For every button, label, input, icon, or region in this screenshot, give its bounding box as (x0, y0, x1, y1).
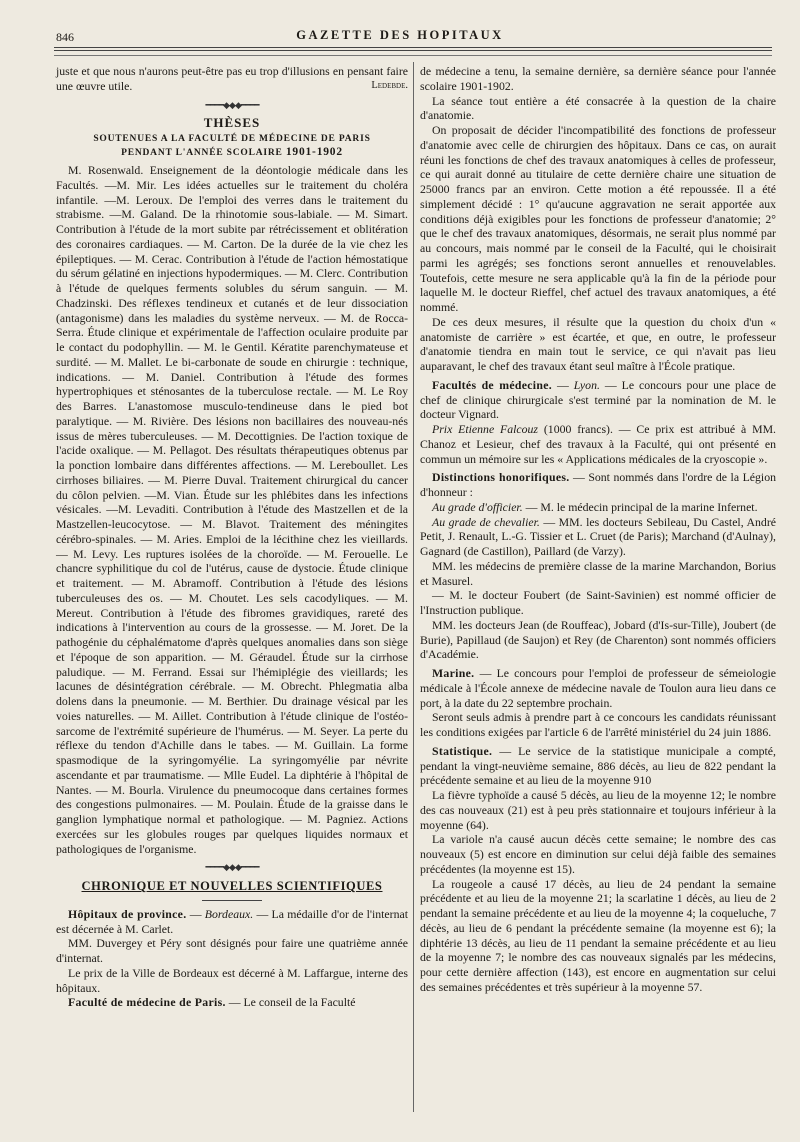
column-divider (413, 62, 414, 1112)
right-para-15 (420, 744, 776, 788)
right-para-2: La séance tout entière a été consacrée à la question de la chaire d'anatomie. (420, 93, 776, 123)
ornament-divider: ━━━━◆◆◆━━━━ (205, 99, 259, 110)
para-text: — M. le médecin principal de la marine Infernet. (525, 499, 758, 514)
grade-label: Au grade de chevalier. (432, 514, 540, 529)
right-para-17: La variole n'a causé aucun décès cette semaine; le nombre des cas nouveaux (5) est encore en diminution sur celui déjà faible des semaines précédentes (la moyenne est 15). (420, 832, 776, 876)
para-text: — Sont nommés dans l'ordre de la Légion d'honneur : (420, 470, 776, 499)
para-text: — Le conseil de la Faculté (228, 995, 356, 1010)
right-para-4: De ces deux mesures, il résulte que la question du choix d'un « anatomiste de carrière » est écartée, et que, en outre, le professeur d'anatomie tiendra en main tout le service, ce qui n'avait pas lieu auparavant, le chef des travaux étant seul maître à l'École pratique. (420, 314, 776, 373)
theses-list: M. Rosenwald. Enseignement de la déontologie médicale dans les Facultés. —M. Mir. Les idées actuelles sur le traitement du choléra infantile. —M. Leroux. De l'emploi des verres dans le traitement du strabisme. —M. Galand. De la rhinotomie sous-labiale. — M. Simart. Contribution à l'étude de la mort subite par rétrécissement et oblitération des coronaires cardiaques. — M. Carton. De la durée de la vie chez les épileptiques. — M. Cerac. Contribution à l'étude de l'action hémostatique du sérum gélatiné en injections hypodermiques. — M. Clerc. Contribution à l'étude de quelques ferments solubles du sérum sanguin. — M. Chadzinski. Des réflexes tendineux et cutanés et de leur dissociation (antagonisme) dans les maladies du système nerveux. — M. de Rocca-Serra. Étude clinique et expérimentale de l'affection oculaire produite par le contact du podophyllin. — M. le Gentil. Kératite parenchymateuse et surdité. — M. Mallet. Le bi-carbonate de soude en chirurgie : technique, indications. — M. Daniel. Contribution à l'étude des formes hypertrophiques et sténosantes de la tuberculose rectale. — M. Le Roy des Barres. L'anastomose musculo-tendineuse dans le pied bot paralytique. — M. Rivière. Des lésions non bacillaires des nouveau-nés issus de mères tuberculeuses. — M. Decottignies. De l'action toxique de l'acide oxalique. — M. Pellagot. Des résultats thérapeutiques obtenus par la ponction lombaire dans différentes affections. — M. Lereboullet. Les cirrhoses biliaires. — M. Pierre Duval. Traitement chirurgical du cancer du côlon pelvien. —M. Vian. Étude sur les phlébites dans les infections vésicales. —M. Levaditi. Contribution à l'étude des Mastzellen et de la Mastzellen-leucocytose. — M. Blavot. Traitement des méningites cérébro-spinales. — M. Aries. Emploi de la lécithine chez les vieillards. — M. Levy. Les ruptures isolées de la choroïde. — M. Ferouelle. Le chancre syphilitique du col de l'utérus, cause de dystocie. Étude clinique et traitement. — M. Abramoff. Contribution à l'étude des lésions tuberculeuses des os. — M. Choutet. Les sels cacodyliques. — M. Mereut. Contribution à l'étude des fibromes gravidiques, rareté des indications à l'intervention au cours de la grossesse. — M. Joret. De la pathogénie du céphalématome d'après quelques anomalies dans son siège et l'époque de son apparition. — M. Géraudel. Étude sur la cirrhose paludique. — M. Ferrand. Essai sur l'hémiplégie des vieillards; les lacunes de désintégration cérébrale. — M. Obrecht. Phlegmatia alba dolens dans la pneumonie. — M. Berthier. Du drainage vésical par les voies naturelles. — M. Aillet. Contribution à l'étude clinique de l'ostéo-sarcome de l'extrémité supérieure de l'humérus. — M. Seyer. La perte du réflexe du tendon d'Achille dans le tabes. — M. Guillain. La forme spasmodique de la syringomyélie. La syringomyélie par névrite ascendante et par traumatisme. — Mlle Eudel. La diphtérie à l'hôpital de Nantes. — M. Bourla. Virulence du pneumocoque dans certaines formes des congestions pulmonaires. — M. Poulain. Étude de la graisse dans le ganglion lymphatique normal et pathologique. — M. Pagniez. Actions exercées sur les globules rouges par quelques liquides normaux et pathologiques de l'organisme. (56, 163, 408, 856)
right-para-18: La rougeole a causé 17 décès, au lieu de 24 pendant la semaine précédente et au lieu de la moyenne 21; la scarlatine 1 décès, au lieu de 2 pendant la semaine précédente et au lieu de la moyenne 4; la coqueluche, 7 décès, au lieu de 6 pendant la précédente semaine (la moyenne est 6); la diphtérie 13 décès, au lieu de 11 pendant la semaine précédente et au lieu de la moyenne 7; le nombre des cas nouveaux signalés par les médecins, pour cette dernière affection (143), est encore en augmentation sur celui des semaines précédentes et très supérieur à la moyenne 57. (420, 876, 776, 994)
para-place: Lyon. (573, 377, 600, 392)
chronique-para-3: Le prix de la Ville de Bordeaux est décerné à M. Laffargue, interne des hôpitaux. (56, 965, 408, 995)
theses-title: THÈSES (203, 115, 261, 131)
para-text: — Le concours pour une place de chef de clinique chirurgicale s'est terminé par la nomination de M. le docteur Vignard. (420, 377, 777, 422)
para-text: — La médaille d'or de l'internat est décernée à M. Carlet. (56, 906, 409, 936)
chronique-para-2: MM. Duvergey et Péry sont désignés pour faire une quatrième année d'internat. (56, 936, 408, 965)
right-para-9 (420, 515, 776, 559)
chronique-para-4 (56, 995, 408, 1010)
right-para-8 (420, 500, 776, 515)
running-head: GAZETTE DES HOPITAUX (296, 28, 504, 42)
right-para-6 (420, 422, 776, 466)
para-heading: Faculté de médecine de Paris. (68, 995, 226, 1010)
para-heading: Distinctions honorifiques. (432, 470, 570, 485)
para-text: (1000 francs). — Ce prix est attribué à MM. Chanoz et Lesieur, chef des travaux à la Faculté, qui ont présenté en commun un mémoire sur les « Applications médicales de la cryoscopie ». (420, 422, 777, 466)
grade-label: Au grade d'officier. (432, 499, 523, 514)
para-heading: Facultés de médecine. (432, 377, 553, 392)
para-text: — Le concours pour l'emploi de professeur de sémeiologie médicale à l'École annexe de médecine navale de Toulon aura lieu dans ce port, à la date du 22 septembre prochain. (420, 666, 777, 710)
right-para-11: — M. le docteur Foubert (de Saint-Savinien) est nommé officier de l'Instruction publique. (420, 588, 776, 617)
left-column (56, 64, 408, 1010)
chronique-para-1: Hôpitaux de province. — Bordeaux. — La médaille d'or de l'internat est décernée à M. Carlet. (56, 906, 409, 936)
page-number: 846 (56, 30, 74, 44)
right-para-3: On proposait de décider l'incompatibilité des fonctions de professeur d'anatomie avec celle de chirurgien des hôpitaux. Dans ce cas, on aurait réuni les fonctions de chef des travaux anatomiques à celles de professeur, ce qui aurait donné au titulaire de cette dernière chaire une situation de 25000 francs par an environ. Cette motion a été repoussée. Il a été simplement décidé : 1° qu'aucune aggravation ne serait apportée aux conditions déjà exigibles pour les fonctions de professeur d'anatomie; 2° que le chef des travaux anatomiques, désormais, ne serait plus nommé par au concours, mais nommé par le conseil de la Faculté, qui le choisirait parmi les agrégés; ses fonctions seront annuelles et renouvelables. Toutefois, cette mesure ne sera applicable qu'à la fin de la période pour laquelle M. le docteur Rieffel, chef actuel des travaux anatomiques, a été nommé. (420, 123, 776, 314)
para-heading: Marine. (432, 666, 475, 680)
ornament-divider-2: ━━━━◆◆◆━━━━ (205, 862, 259, 873)
right-para-13 (420, 666, 776, 710)
right-para-16: La fièvre typhoïde a causé 5 décès, au lieu de la moyenne 12; le nombre des cas nouveaux (21) est à peu près stationnaire et toujours inférieur à la moyenne (64). (420, 788, 776, 832)
para-text: — MM. les docteurs Sebileau, Du Castel, André Petit, J. Renault, L.-G. Tissier et L. Cruet (de Paris); Marchand (d'Aulnay), Gagnard (de Castillon), Paillard (de Varzy). (420, 514, 776, 558)
right-para-5: Facultés de médecine. — Lyon. — Le concours pour une place de chef de clinique chirurgicale s'est terminé par la nomination de M. le docteur Vignard. (420, 377, 777, 422)
right-column (420, 64, 776, 995)
para-heading: Hôpitaux de province. (68, 906, 187, 921)
intro-signature: Ledebde. (371, 79, 408, 91)
theses-subtitle-2 (56, 146, 408, 160)
header-double-rule (54, 47, 772, 51)
right-para-1: de médecine a tenu, la semaine dernière, sa dernière séance pour l'année scolaire 1901-1902. (420, 64, 776, 93)
prize-name: Prix Etienne Falcouz (432, 422, 539, 436)
right-para-14: Seront seuls admis à prendre part à ce concours les candidats réunissant les conditions exigées par l'article 6 de l'arrêté ministériel du 24 juin 1886. (420, 710, 776, 739)
right-para-10: MM. les médecins de première classe de la marine Marchandon, Borius et Masurel. (420, 558, 776, 588)
chronique-rule (202, 900, 262, 901)
theses-subtitle-2-text: PENDANT L'ANNÉE SCOLAIRE (121, 148, 283, 158)
right-para-12: MM. les docteurs Jean (de Rouffeac), Jobard (d'Is-sur-Tille), Joubert (de Burie), Papillaud (de Saujon) et Rey (de Charenton) sont nommés officiers d'Académie. (420, 617, 776, 662)
right-para-7 (420, 470, 776, 500)
chronique-title: CHRONIQUE ET NOUVELLES SCIENTIFIQUES (81, 879, 383, 893)
para-heading: Statistique. (432, 743, 493, 758)
theses-year: 1901-1902 (285, 146, 343, 158)
theses-subtitle-1: SOUTENUES A LA FACULTÉ DE MÉDECINE DE PARIS (93, 134, 371, 144)
para-text: — Le service de la statistique municipale a compté, pendant la vingt-neuvième semaine, 886 décès, au lieu de 822 pendant la précédente semaine et au lieu de la moyenne 910 (420, 743, 776, 788)
para-place: Bordeaux. (204, 906, 254, 921)
intro-paragraph (56, 64, 408, 94)
header-rule (54, 55, 772, 56)
intro-text: juste et que nous n'aurons peut-être pas eu trop d'illusions en pensant faire une œuvre utile. (56, 64, 408, 93)
